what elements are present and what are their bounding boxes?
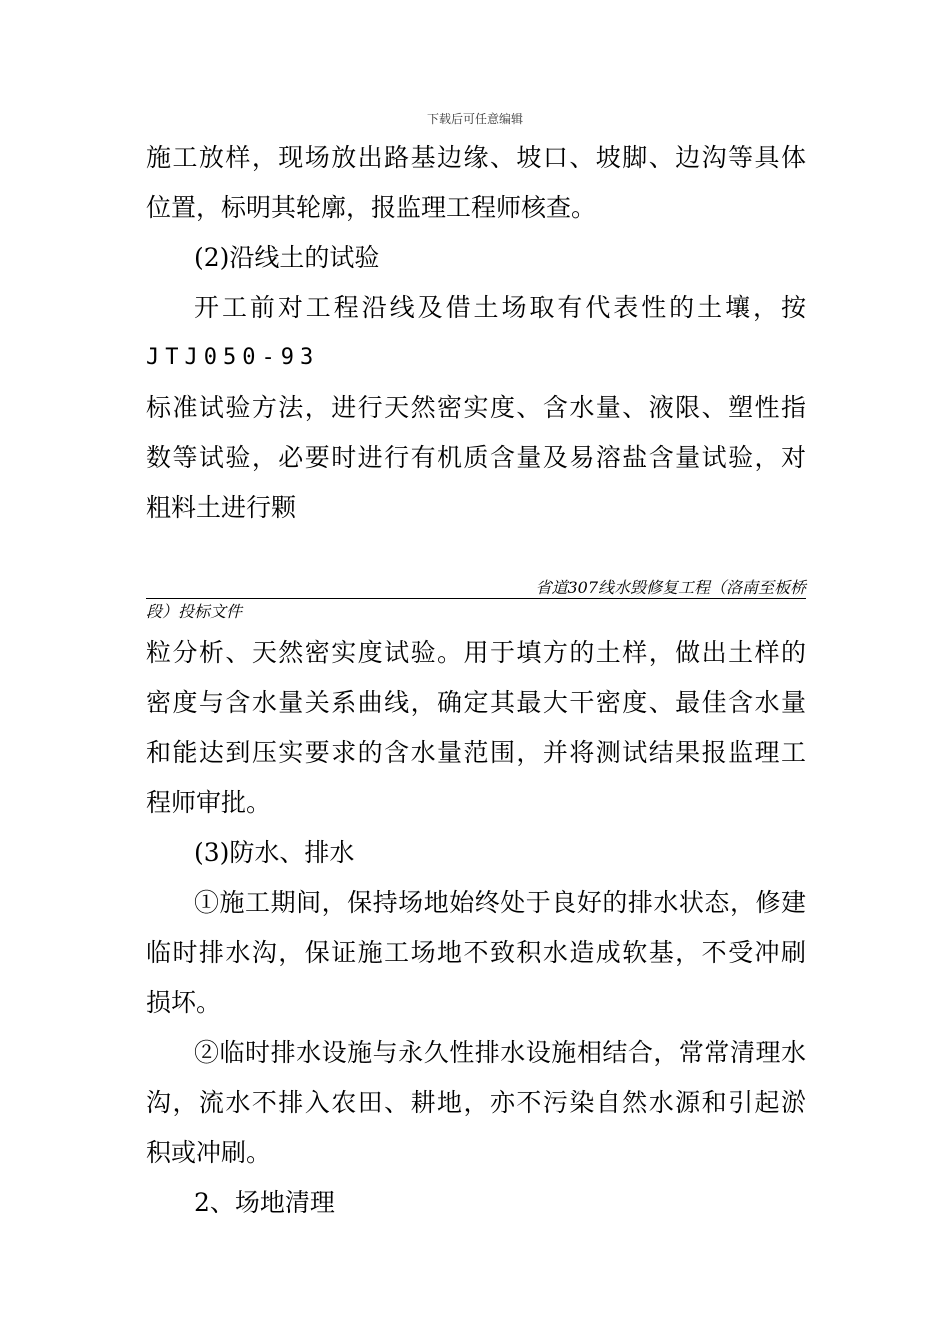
running-header-line1: 省道307线水毁修复工程（洛南至板桥	[535, 578, 806, 597]
paragraph-line: 粗料土进行颗	[146, 493, 297, 522]
header-divider	[146, 598, 806, 599]
watermark-text: 下载后可任意编辑	[426, 112, 523, 126]
subheading-soil-test: (2)沿线土的试验	[194, 243, 380, 272]
paragraph-line: 位置，标明其轮廓，报监理工程师核查。	[146, 193, 597, 222]
paragraph-line: 沟，流水不排入农田、耕地，亦不污染自然水源和引起淤	[146, 1088, 806, 1117]
paragraph-line: 临时排水沟，保证施工场地不致积水造成软基，不受冲刷	[146, 938, 806, 967]
running-header-line2: 段）投标文件	[146, 602, 243, 621]
paragraph-line: 粒分析、天然密实度试验。用于填方的土样，做出土样的	[146, 638, 806, 667]
subheading-drainage: (3)防水、排水	[194, 838, 355, 867]
paragraph-line: 积或冲刷。	[146, 1138, 272, 1167]
list-item-2: ②临时排水设施与永久性排水设施相结合，常常清理水	[194, 1038, 806, 1067]
list-item-1: ①施工期间，保持场地始终处于良好的排水状态，修建	[194, 888, 806, 917]
paragraph-line: 损坏。	[146, 988, 222, 1017]
paragraph-line: 程师审批。	[146, 788, 272, 817]
paragraph-line: 标准试验方法，进行天然密实度、含水量、液限、塑性指	[146, 393, 806, 422]
paragraph-line: 密度与含水量关系曲线，确定其最大干密度、最佳含水量	[146, 688, 806, 717]
paragraph-line: 和能达到压实要求的含水量范围，并将测试结果报监理工	[146, 738, 806, 767]
body-text-upper	[146, 133, 806, 533]
paragraph-line: 开工前对工程沿线及借土场取有代表性的土壤，按	[194, 293, 806, 322]
section-heading-site-clearing: 2、场地清理	[194, 1188, 335, 1217]
standard-code: JTJ050-93	[146, 345, 320, 370]
paragraph-line: 施工放样，现场放出路基边缘、坡口、坡脚、边沟等具体	[146, 143, 806, 172]
paragraph-line: 数等试验，必要时进行有机质含量及易溶盐含量试验，对	[146, 443, 806, 472]
body-text-lower	[146, 628, 806, 1228]
